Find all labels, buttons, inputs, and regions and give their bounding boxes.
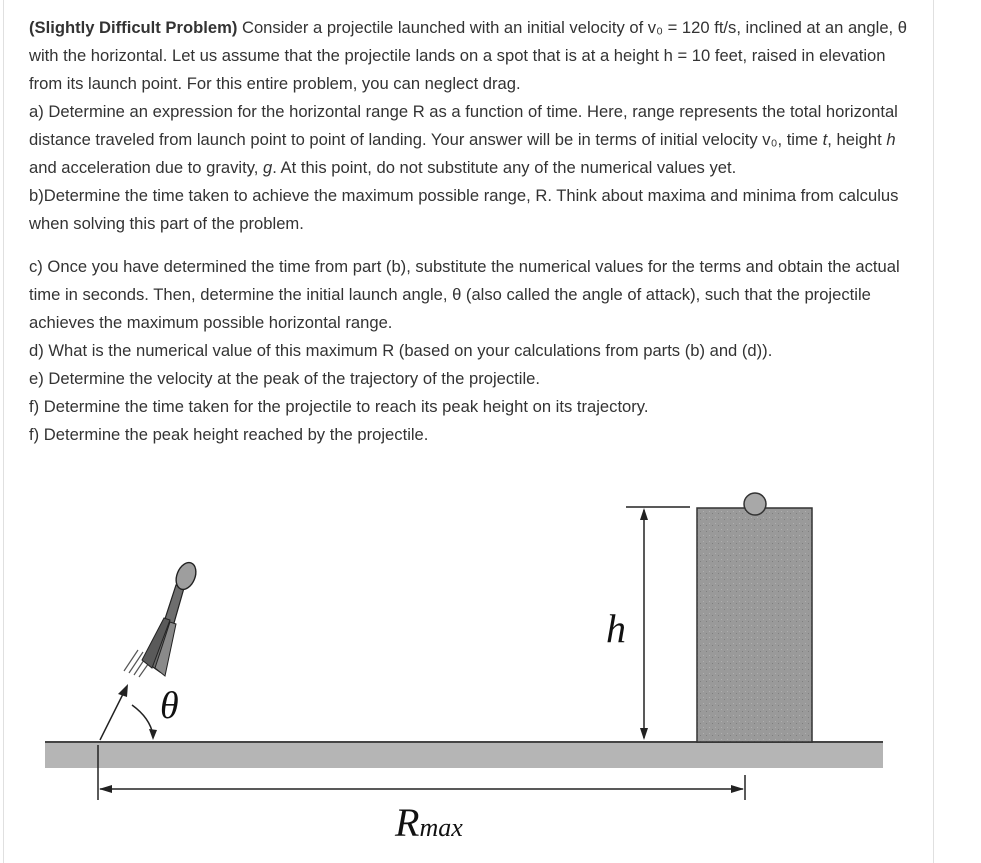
r-label [394, 800, 463, 845]
launch-arrow [118, 684, 128, 697]
part-a [29, 98, 919, 182]
part-a-var-h: h [886, 130, 896, 149]
angle-arc-arrow [149, 729, 157, 740]
part-a-text-1: a) Determine an expression for the horizontal range R as a function of time. Here, range represents the total horizontal distance traveled from launch point to point of landing. Your answer will be in terms of initial velocity v₀, time [29, 102, 898, 149]
part-e: e) Determine the velocity at the peak of the trajectory of the projectile. [29, 369, 540, 388]
landed-ball [744, 493, 766, 515]
part-f-height: f) Determine the peak height reached by the projectile. [29, 425, 429, 444]
part-b: b)Determine the time taken to achieve the maximum possible range, R. Think about maxima and minima from calculus when solving this part of the problem. [29, 186, 899, 233]
theta-label: θ [160, 685, 179, 727]
part-d: d) What is the numerical value of this maximum R (based on your calculations from parts (b) and (d)). [29, 341, 773, 360]
part-a-var-t: t [822, 130, 828, 149]
problem-intro-text: Consider a projectile launched with an initial velocity of v₀ = 120 ft/s, inclined at an angle, θ with the horizontal. Let us assume that the projectile lands on a spot that is at a height h = 10 feet, raised in elevation from its launch point. For this entire problem, you can neglect drag. [29, 18, 907, 93]
building [697, 508, 812, 742]
part-a-text-3: and acceleration due to gravity, [29, 158, 263, 177]
part-c: c) Once you have determined the time from part (b), substitute the numerical values for the terms and obtain the actual time in seconds. Then, determine the initial launch angle, θ (also called the angle of attack), such that the projectile achieves the maximum possible horizontal range. [29, 257, 900, 332]
projectile [142, 560, 200, 676]
part-f-time: f) Determine the time taken for the projectile to reach its peak height on its trajectory. [29, 397, 649, 416]
part-a-var-g: g [263, 158, 273, 177]
h-label: h [606, 606, 626, 651]
problem-title: (Slightly Difficult Problem) [29, 18, 238, 37]
part-a-text-2: , height [827, 130, 887, 149]
r-arrow-right [731, 785, 744, 793]
h-arrow-up [640, 508, 648, 520]
ground [45, 742, 883, 768]
paragraph-gap [29, 238, 919, 253]
r-label-sub: max [419, 813, 463, 842]
r-label-main: R [395, 800, 420, 845]
launch-direction-line [100, 690, 125, 740]
problem-text [29, 14, 919, 449]
projectile-diagram [0, 490, 981, 863]
problem-intro [29, 14, 919, 98]
part-a-text-4: . At this point, do not substitute any of the numerical values yet. [272, 158, 737, 177]
h-arrow-down [640, 728, 648, 740]
r-arrow-left [99, 785, 112, 793]
